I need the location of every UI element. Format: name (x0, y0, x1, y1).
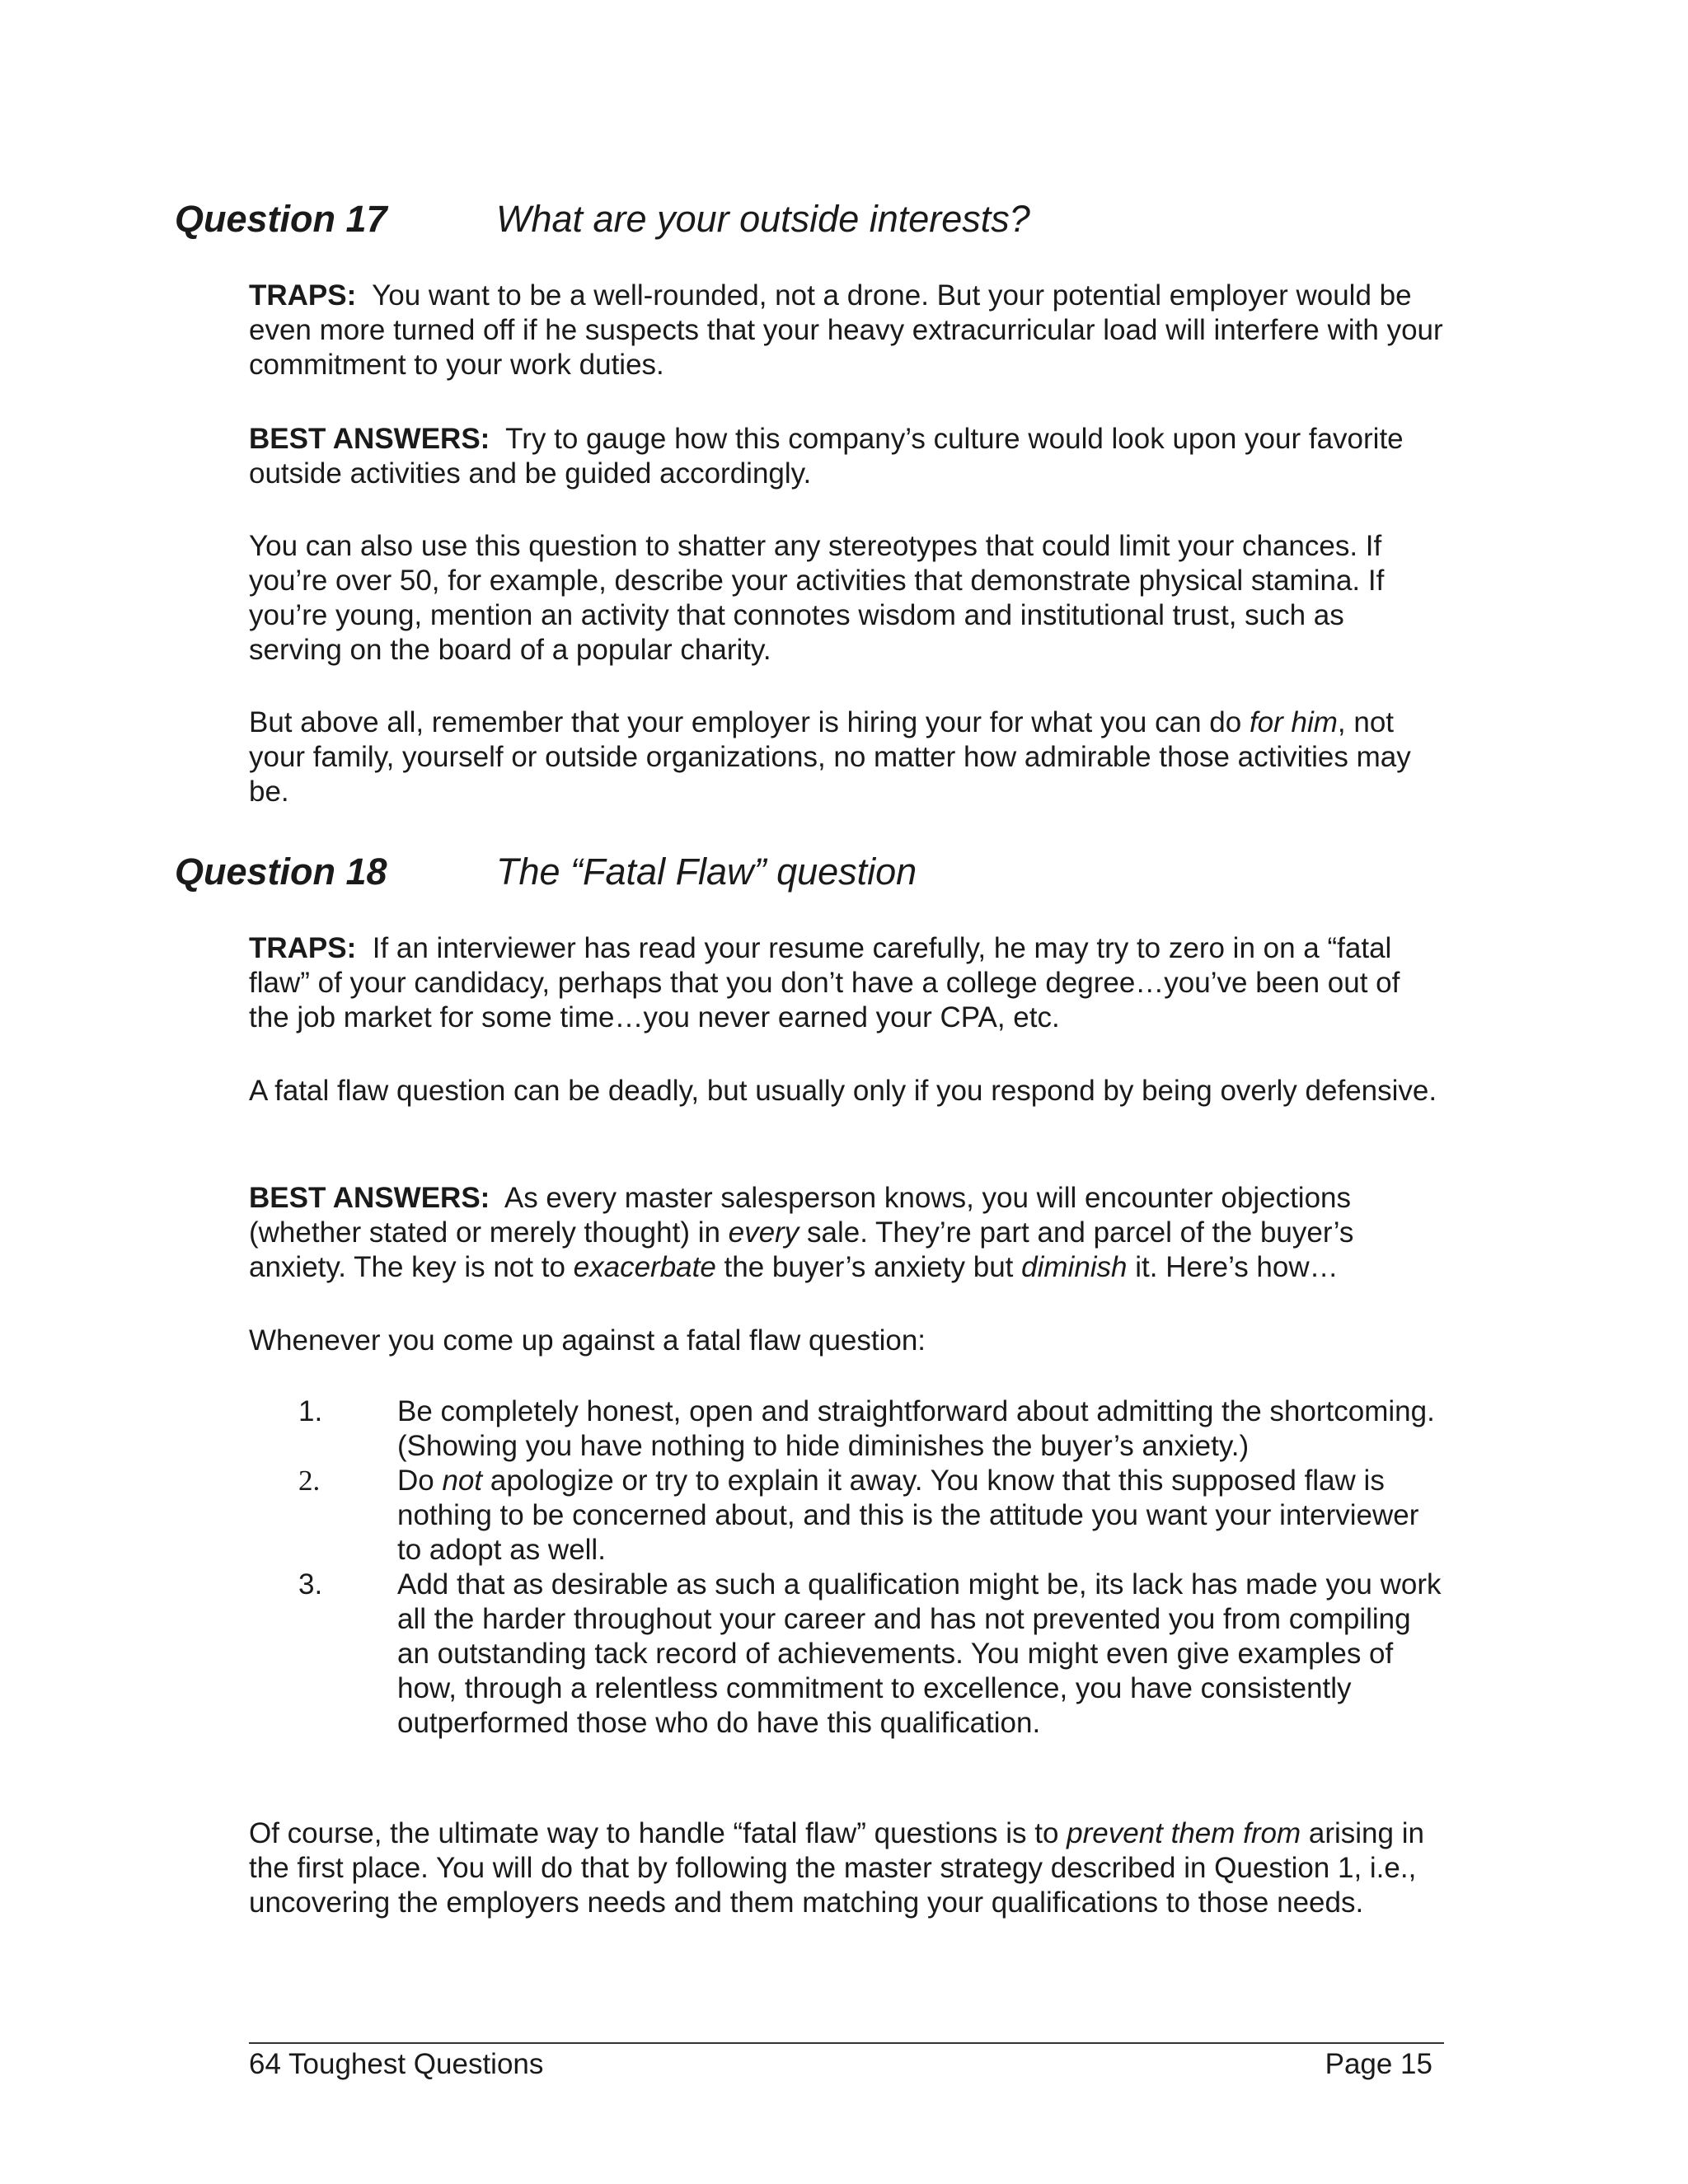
q18-conclusion-text-1: Of course, the ultimate way to handle “fatal flaw” questions is to (249, 1817, 1067, 1849)
q17-above-all-text-2: , not your family, yourself or outside organizations, no matter how admirable those activities may be. (249, 706, 1411, 808)
question-18-number: Question 18 (175, 851, 387, 893)
q17-above-all-paragraph (249, 705, 1444, 809)
q18-conclusion-paragraph (249, 1816, 1444, 1920)
q18-traps-paragraph (249, 931, 1444, 1035)
q18-deadly-paragraph (249, 1074, 1444, 1108)
q18-whenever-text: Whenever you come up against a fatal flaw question: (249, 1324, 926, 1357)
list-item-number: 2. (298, 1465, 321, 1497)
q18-conclusion-italic: prevent them from (1067, 1817, 1301, 1849)
list-item-text: Be completely honest, open and straightforward about admitting the shortcoming. (Showing you have nothing to hide diminishes the buyer’s anxiety.) (397, 1395, 1435, 1462)
q18-best-italic-2: exacerbate (573, 1251, 716, 1283)
question-17-title: What are your outside interests? (496, 198, 1030, 240)
q17-best-answers-text: Try to gauge how this company’s culture would look upon your favorite outside activities and be guided accordingly. (249, 423, 1404, 490)
list-item (249, 1464, 1444, 1568)
q17-best-answers-label: BEST ANSWERS: (249, 423, 490, 455)
fatal-flaw-steps-list (249, 1394, 1444, 1741)
list-item (249, 1568, 1444, 1741)
question-18-heading (175, 849, 917, 895)
list-item-text: Add that as desirable as such a qualification might be, its lack has made you work all the harder throughout your career and has not prevented you from compiling an outstanding tack record of achievements. You might even give examples of how, through a relentless commitment to excellence, you have consistently outperformed those who do have this qualification. (397, 1568, 1442, 1739)
q18-best-text-4: it. Here’s how… (1127, 1251, 1339, 1283)
q18-best-text-3: the buyer’s anxiety but (715, 1251, 1022, 1283)
footer-book-title: 64 Toughest Questions (249, 2048, 544, 2080)
question-18-title: The “Fatal Flaw” question (496, 851, 917, 893)
q17-traps-label: TRAPS: (249, 279, 357, 312)
list-item-number: 1. (298, 1395, 323, 1427)
q18-whenever-paragraph (249, 1324, 1444, 1358)
q17-traps-paragraph (249, 279, 1444, 382)
q17-best-answers-paragraph (249, 422, 1444, 491)
list-item-text-1: Do (397, 1465, 443, 1497)
q18-deadly-text: A fatal flaw question can be deadly, but usually only if you respond by being overly defensive. (249, 1075, 1437, 1107)
q18-best-italic-1: every (728, 1216, 799, 1249)
footer-divider (249, 2042, 1444, 2044)
q18-best-text-2: sale. They’re part and parcel of the buyer’s anxiety. The key is not to (249, 1216, 1354, 1283)
q17-traps-text: You want to be a well-rounded, not a drone. But your potential employer would be even more turned off if he suspects that your heavy extracurricular load will interfere with your commitment to your work duties. (249, 279, 1443, 381)
q18-best-answers-label: BEST ANSWERS: (249, 1182, 490, 1214)
q18-best-answers-paragraph (249, 1181, 1444, 1285)
list-item-text-2: apologize or try to explain it away. You know that this supposed flaw is nothing to be concerned about, and this is the attitude you want your interviewer to adopt as well. (397, 1465, 1419, 1566)
list-item-italic: not (442, 1465, 483, 1497)
q17-above-all-text-1: But above all, remember that your employer is hiring your for what you can do (249, 706, 1250, 738)
q18-traps-label: TRAPS: (249, 932, 357, 964)
footer-page-number: Page 15 (1325, 2048, 1432, 2080)
question-17-heading (175, 196, 1030, 242)
question-17-number: Question 17 (175, 198, 387, 240)
q17-above-all-italic: for him (1249, 706, 1338, 738)
q17-stereotypes-text: You can also use this question to shatter any stereotypes that could limit your chances. If you’re over 50, for example, describe your activities that demonstrate physical stamina. If you’re young, mention an activity that connotes wisdom and institutional trust, such as serving on the board of a popular charity. (249, 530, 1385, 666)
q18-conclusion-text-2: arising in the first place. You will do that by following the master strategy described in Question 1, i.e., uncovering the employers needs and them matching your qualifications to those needs. (249, 1817, 1424, 1919)
q18-best-italic-3: diminish (1021, 1251, 1128, 1283)
list-item-number: 3. (298, 1568, 323, 1601)
q17-stereotypes-paragraph (249, 529, 1444, 668)
list-item (249, 1394, 1444, 1464)
q18-traps-text: If an interviewer has read your resume carefully, he may try to zero in on a “fatal flaw” of your candidacy, perhaps that you don’t have a college degree…you’ve been out of the job market for some time…you never earned your CPA, etc. (249, 932, 1400, 1033)
q18-best-text-1: As every master salesperson knows, you will encounter objections (whether stated or merely thought) in (249, 1182, 1352, 1249)
